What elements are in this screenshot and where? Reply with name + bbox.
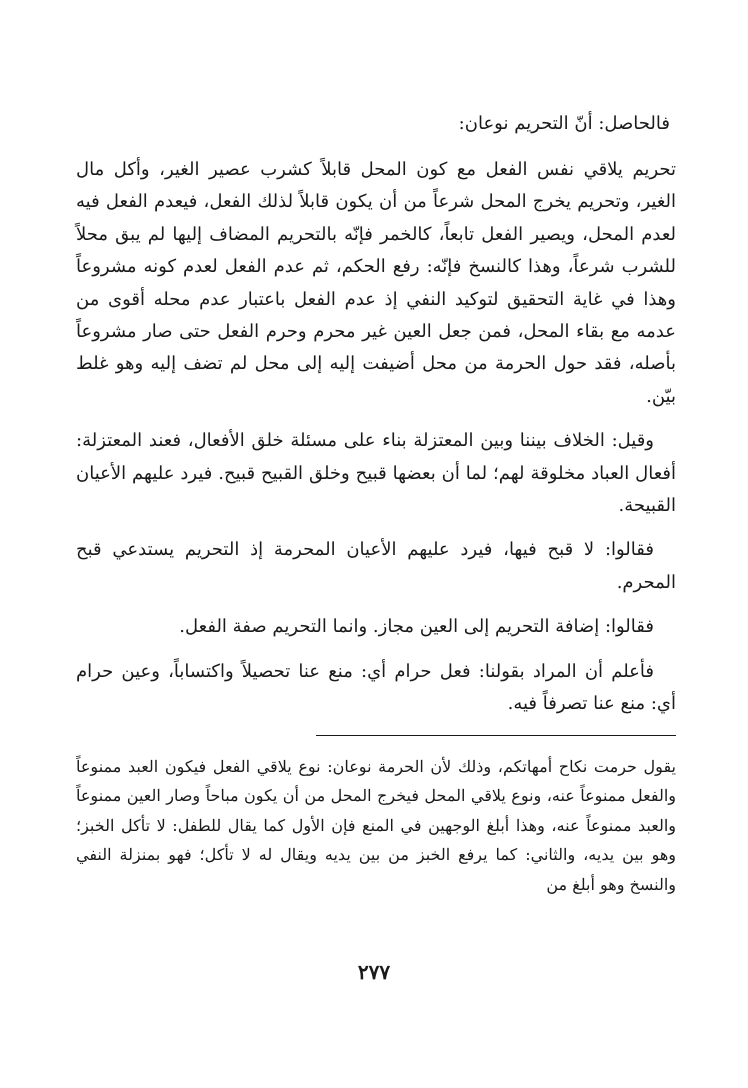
footnote-text: يقول حرمت نكاح أمهاتكم، وذلك لأن الحرمة نوعان: نوع يلاقي الفعل فيكون العبد ممنوعاً والفعل ممنوعاً عنه، ونوع يلاقي المحل فيخرج المحل من أن يكون مباحاً وصار العين ممنوعاً والعبد ممنوعاً عنه، وهذا أبلغ الوجهين في المنع فإن الأول كما يقال للطفل: لا تأكل الخبز؛ وهو بين يديه، والثاني: كما يرفع الخبز من بين يديه ويقال له لا تأكل؛ فهو بمنزلة النفي والنسخ وهو أبلغ من [76, 756, 676, 894]
footnote-divider [316, 735, 676, 736]
paragraph-mutazila-disagreement: وقيل: الخلاف بيننا وبين المعتزلة بناء على مسئلة خلق الأفعال، فعند المعتزلة: أفعال العباد مخلوقة لهم؛ لما أن بعضها قبيح وخلق القبيح قبيح. فيرد عليهم الأعيان القبيحة. [76, 430, 676, 517]
section-heading: فالحاصل: أنّ التحريم نوعان: [458, 113, 670, 134]
paragraph-two-kinds-of-prohibition: تحريم يلاقي نفس الفعل مع كون المحل قابلاً كشرب عصير الغير، وأكل مال الغير، وتحريم يخرج المحل شرعاً من أن يكون قابلاً لذلك الفعل، فيعدم الفعل فيه لعدم المحل، ويصير الفعل تابعاً، كالخمر فإنّه بالتحريم المضاف إليها لم يبق محلاً للشرب شرعاً، وهذا كالنسخ فإنّه: رفع الحكم، ثم عدم الفعل لعدم كونه مشروعاً وهذا في غاية التحقيق لتوكيد النفي إذ عدم الفعل باعتبار عدم محله أقوى من عدمه مع بقاء المحل، فمن جعل العين غير محرم وحرم الفعل حتى صار مشروعاً بأصله، فقد حول الحرمة من محل أضيفت إليه إلى محل لم تضف إليه وهو غلط بيّن. [76, 159, 676, 407]
paragraph-metaphor: فقالوا: إضافة التحريم إلى العين مجاز. وانما التحريم صفة الفعل. [179, 616, 654, 638]
page-number: ٢٧٧ [357, 960, 391, 984]
paragraph-meaning: فأعلم أن المراد بقولنا: فعل حرام أي: منع عنا تحصيلاً واكتساباً، وعين حرام أي: منع عنا تصرفاً فيه. [76, 660, 676, 715]
page-body [76, 108, 676, 899]
paragraph-no-ugliness: فقالوا: لا قبح فيها، فيرد عليهم الأعيان المحرمة إذ التحريم يستدعي قبح المحرم. [76, 539, 676, 593]
